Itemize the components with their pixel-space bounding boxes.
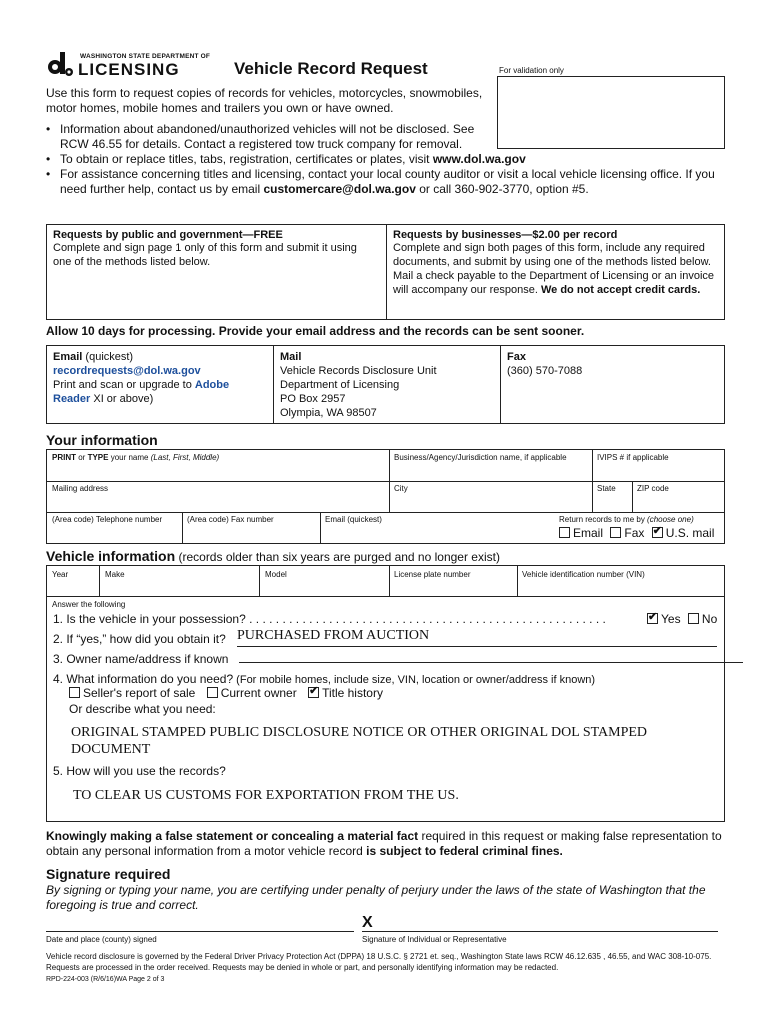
- return-method-options: [559, 526, 714, 540]
- question-1: 1. Is the vehicle in your possession? . . . . . . . . . . . . . . . . . . . . . . . . . . . . . . . . . . . . . . . . . . . . . . . . . . . . . .: [53, 612, 606, 626]
- validation-label: For validation only: [499, 66, 564, 75]
- title-history-checkbox[interactable]: [308, 687, 319, 698]
- fax-method: Fax (360) 570-7088: [507, 350, 717, 378]
- business-requests-text: Complete and sign both pages of this form, include any required documents, and submit by using one of the methods listed below. Mail a check payable to the Department of Licensing or an invoice will accompany our response. We do not accept credit cards.: [393, 242, 715, 296]
- mail-method: Mail Vehicle Records Disclosure Unit Department of Licensing PO Box 2957 Olympia, WA 98507: [280, 351, 437, 419]
- footer-legal-text: Vehicle record disclosure is governed by the Federal Driver Privacy Protection Act (DPPA) 18 U.S.C. § 2721 et. seq., Washington State laws RCW 46.12.635 , 46.55, and WAC 308-10-075. Requests are processed in the order received. Requests may be denied in whole or part, and personally identifying information may be redacted.: [46, 952, 712, 972]
- telephone-field[interactable]: (Area code) Telephone number: [52, 515, 163, 524]
- return-email-option[interactable]: Email: [559, 526, 603, 540]
- business-requests-heading: Requests by businesses—$2.00 per record: [393, 229, 618, 241]
- dol-logo-icon: [46, 50, 78, 78]
- vehicle-information-table: [46, 565, 725, 822]
- vin-field[interactable]: Vehicle identification number (VIN): [522, 570, 645, 579]
- zip-field[interactable]: ZIP code: [637, 484, 669, 493]
- processing-notice: Allow 10 days for processing. Provide your email address and the records can be sent sooner.: [46, 324, 585, 338]
- your-information-table: [46, 449, 725, 544]
- year-field[interactable]: Year: [52, 570, 69, 579]
- public-requests-text: Complete and sign page 1 only of this form and submit it using one of the methods listed below.: [53, 242, 357, 268]
- fax-field[interactable]: (Area code) Fax number: [187, 515, 274, 524]
- sellers-report-option[interactable]: Seller's report of sale: [69, 686, 195, 700]
- records-email-link[interactable]: recordrequests@dol.wa.gov: [53, 365, 201, 377]
- current-owner-checkbox[interactable]: [207, 687, 218, 698]
- logo-licensing-text: LICENSING: [78, 60, 180, 79]
- obtain-method-answer[interactable]: PURCHASED FROM AUCTION: [237, 628, 430, 643]
- return-mail-option[interactable]: ✔ U.S. mail: [652, 526, 715, 540]
- submission-methods-box: [46, 345, 725, 424]
- question-5: 5. How will you use the records?: [53, 764, 226, 778]
- fax-number: (360) 570-7088: [507, 365, 583, 377]
- make-field[interactable]: Make: [105, 570, 125, 579]
- false-statement-warning: Knowingly making a false statement or concealing a material fact required in this request or making false representation to obtain any personal information from a motor vehicle record is subject to federal criminal fines.: [46, 829, 722, 858]
- page-title: Vehicle Record Request: [234, 59, 428, 78]
- city-field[interactable]: City: [394, 484, 408, 493]
- question-2: 2. If “yes,” how did you obtain it?: [53, 632, 226, 646]
- mailing-address-field[interactable]: Mailing address: [52, 484, 109, 493]
- signature-line[interactable]: [362, 931, 718, 932]
- dol-website-link[interactable]: www.dol.wa.gov: [432, 152, 526, 166]
- title-history-option[interactable]: ✔ Title history: [308, 686, 383, 700]
- signature-label: Signature of Individual or Representative: [362, 935, 507, 944]
- logo-agency-text: WASHINGTON STATE DEPARTMENT OF: [80, 53, 211, 60]
- business-name-field[interactable]: Business/Agency/Jurisdiction name, if applicable: [394, 453, 567, 462]
- bullet-assistance: • For assistance concerning titles and licensing, contact your local county auditor or visit a local vehicle licensing office. If you need further help, contact us by email customercare@dol.wa.gov or call 360-902-3770, option #5.: [46, 167, 726, 197]
- request-types-box: [46, 224, 725, 320]
- email-field[interactable]: Email (quickest): [325, 515, 382, 524]
- ivips-field[interactable]: IVIPS # if applicable: [597, 453, 669, 462]
- your-information-heading: Your information: [46, 432, 158, 448]
- info-needed-options: [69, 686, 383, 700]
- possession-options: ✔ Yes No: [647, 612, 717, 626]
- customercare-email-link[interactable]: customercare@dol.wa.gov: [263, 182, 416, 196]
- form-id: RPD-224-003 (R/6/16)WA Page 2 of 3: [46, 976, 165, 983]
- state-field[interactable]: State: [597, 484, 616, 493]
- return-fax-checkbox[interactable]: [610, 527, 621, 538]
- describe-label: Or describe what you need:: [69, 702, 216, 716]
- possession-yes-checkbox[interactable]: [647, 613, 658, 624]
- possession-no-checkbox[interactable]: [688, 613, 699, 624]
- return-email-checkbox[interactable]: [559, 527, 570, 538]
- public-requests-heading: Requests by public and government—FREE: [53, 229, 283, 241]
- email-method: Email (quickest) recordrequests@dol.wa.gov Print and scan or upgrade to Adobe Reader XI or above): [53, 350, 268, 406]
- current-owner-option[interactable]: Current owner: [207, 686, 297, 700]
- sellers-report-checkbox[interactable]: [69, 687, 80, 698]
- info-needed-answer[interactable]: ORIGINAL STAMPED PUBLIC DISCLOSURE NOTICE OR OTHER ORIGINAL DOL STAMPED DOCUMENT: [71, 725, 648, 757]
- question-4: 4. What information do you need? (For mobile homes, include size, VIN, location or owner/address if known): [53, 672, 596, 686]
- return-mail-checkbox[interactable]: [652, 527, 663, 538]
- answer-label: Answer the following: [52, 600, 126, 609]
- vehicle-information-heading: Vehicle information (records older than six years are purged and no longer exist): [46, 548, 500, 564]
- signature-x-mark: X: [362, 914, 373, 931]
- return-fax-option[interactable]: Fax: [610, 526, 644, 540]
- bullet-titles: • To obtain or replace titles, tabs, registration, certificates or plates, visit www.dol.wa.gov: [46, 152, 726, 167]
- model-field[interactable]: Model: [265, 570, 287, 579]
- name-field[interactable]: PRINT or TYPE your name (Last, First, Middle): [52, 453, 220, 462]
- signature-heading: Signature required: [46, 866, 171, 882]
- adobe-reader-link[interactable]: Adobe Reader: [53, 379, 230, 405]
- intro-text: Use this form to request copies of records for vehicles, motorcycles, snowmobiles, motor homes, mobile homes and trailers you own or have owned.: [46, 86, 483, 115]
- info-bullets: [46, 122, 726, 197]
- date-place-label: Date and place (county) signed: [46, 935, 157, 944]
- records-use-answer[interactable]: TO CLEAR US CUSTOMS FOR EXPORTATION FROM THE US.: [73, 788, 459, 803]
- bullet-abandoned: • Information about abandoned/unauthorized vehicles will not be disclosed. See RCW 46.55 for details. Contact a registered tow truck company for removal.: [46, 122, 480, 152]
- return-method-label: Return records to me by (choose one): [559, 515, 694, 524]
- perjury-statement: By signing or typing your name, you are certifying under penalty of perjury under the laws of the state of Washington that the foregoing is true and correct.: [46, 883, 706, 912]
- date-place-line[interactable]: [46, 931, 354, 932]
- question-3: 3. Owner name/address if known: [53, 652, 229, 666]
- license-plate-field[interactable]: License plate number: [394, 570, 471, 579]
